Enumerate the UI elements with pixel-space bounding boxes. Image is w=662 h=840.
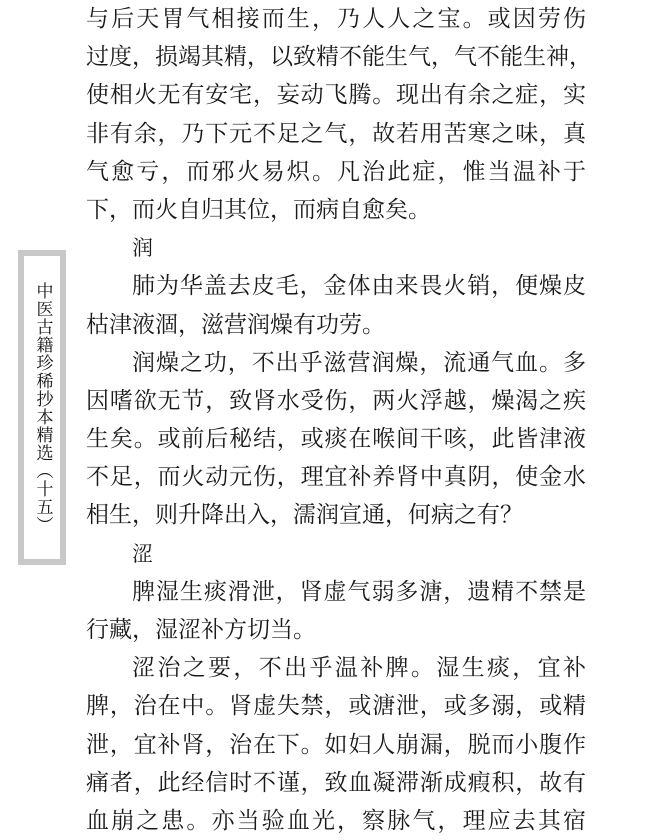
text-line: 与后天胃气相接而生，乃人人之宝。或因劳伤 xyxy=(86,6,586,32)
text-line: 涩治之要，不出乎温补脾。湿生痰，宜补 xyxy=(132,655,586,682)
text-line: 脾，治在中。肾虚失禁，或溏泄，或多溺，或精 xyxy=(86,693,586,720)
text-line: 润燥之功，不出乎滋营润燥，流通气血。多 xyxy=(132,349,586,376)
text-line: 生矣。或前后秘结，或痰在喉间干咳，此皆津液 xyxy=(86,426,586,453)
section-heading-run: 润 xyxy=(132,236,153,261)
side-tab xyxy=(18,250,66,565)
section-heading-se: 涩 xyxy=(132,541,153,566)
main-text-column xyxy=(86,0,592,840)
text-line: 肺为华盖去皮毛，金体由来畏火销，便燥皮 xyxy=(132,273,586,300)
text-line: 过度，损竭其精，以致精不能生气，气不能生神， xyxy=(86,44,592,71)
text-line: 相生，则升降出入，濡润宣通，何病之有？ xyxy=(86,502,523,529)
text-line: 泄，宜补肾，治在下。如妇人崩漏，脱而小腹作 xyxy=(86,731,586,758)
book-series-title: 中医古籍珍稀抄本精选（十五） xyxy=(32,281,53,534)
text-line: 不足，而火动元伤，理宜补养肾中真阴，使金水 xyxy=(86,464,586,491)
text-line: 因嗜欲无节，致肾水受伤，两火浮越，燥渴之疾 xyxy=(86,387,586,414)
text-line: 气愈亏，而邪火易炽。凡治此症，惟当温补于 xyxy=(86,158,586,185)
text-line: 下，而火自归其位，而病自愈矣。 xyxy=(86,196,431,223)
text-line: 血崩之患。亦当验血光，察脉气，理应去其宿 xyxy=(86,807,586,834)
text-line: 痛者，此经信时不谨，致血凝滞渐成瘕积，故有 xyxy=(86,769,586,796)
text-line: 行藏，湿涩补方切当。 xyxy=(86,617,316,643)
text-line: 使相火无有安宅，妄动飞腾。现出有余之症，实 xyxy=(86,82,586,109)
text-line: 脾湿生痰滑泄，肾虚气弱多溏，遗精不禁是 xyxy=(132,578,586,605)
side-tab-frame xyxy=(24,256,60,559)
text-line: 枯津液涸，滋营润燥有功劳。 xyxy=(86,311,385,338)
text-line: 非有余，乃下元不足之气，故若用苦寒之味，真 xyxy=(86,120,586,147)
